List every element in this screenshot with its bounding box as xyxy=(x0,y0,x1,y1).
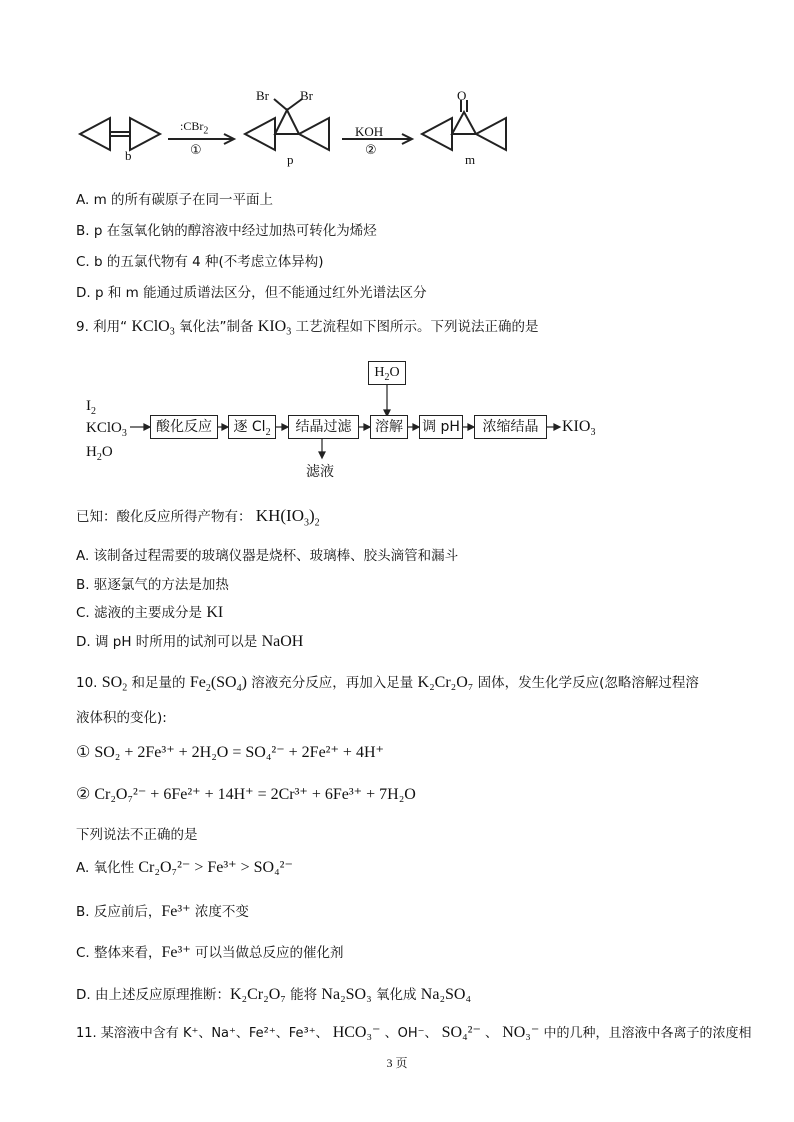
flow-box-remove-cl2: 逐 $Cl_2$ xyxy=(228,415,276,439)
flow-input-kclo3: KClO$_3$ xyxy=(86,420,127,439)
q10-stem-line1: 10. $SO_2$ 和足量的 $Fe_2(SO_4)$ 溶液充分反应，再加入足量 K₂Cr₂O₇ 固体，发生化学反应(忽略溶解过程溶 xyxy=(76,674,699,695)
flow-input-i2: $I_2$ xyxy=(86,398,96,417)
q10-equation-2: ② Cr₂O₇²⁻ + 6Fe²⁺ + 14H⁺ = 2Cr³⁺ + 6Fe³⁺ + 7H₂O xyxy=(76,786,416,803)
q10-option-a: A. 氧化性 Cr₂O₇²⁻ > Fe³⁺ > SO₄²⁻ xyxy=(76,859,293,876)
scheme-label-b: b xyxy=(125,148,132,163)
flow-input-h2o: $H_2O$ xyxy=(86,444,113,463)
scheme-reagent1: :CBr$_2$ xyxy=(180,119,209,137)
flow-box-crystallize-filter: 结晶过滤 xyxy=(288,415,359,439)
q8-option-c: C. b 的五氯代物有 4 种(不考虑立体异构) xyxy=(76,254,324,270)
q9-option-b: B. 驱逐氯气的方法是加热 xyxy=(76,577,229,593)
flow-box-concentrate: 浓缩结晶 xyxy=(474,415,547,439)
flow-box-water: $H_2O$ xyxy=(368,361,406,385)
q10-option-d: D. 由上述反应原理推断：K₂Cr₂O₇ 能将 Na₂SO₃ 氧化成 Na₂SO₄ xyxy=(76,986,472,1003)
flow-box-dissolve: 溶解 xyxy=(370,415,408,439)
scheme-label-p: p xyxy=(287,152,294,167)
q9-stem: 9. 利用“ KClO$_3$ 氧化法”制备 $KIO_3$ 工艺流程如下图所示。下列说法正确的是 xyxy=(76,318,539,338)
flow-box-acidify: 酸化反应 xyxy=(150,415,218,439)
scheme-label-m: m xyxy=(465,152,476,167)
scheme-o: O xyxy=(457,88,467,103)
q9-option-c: C. 滤液的主要成分是 KI xyxy=(76,604,224,621)
scheme-br-left: Br xyxy=(256,88,269,103)
q10-option-b: B. 反应前后，Fe³⁺ 浓度不变 xyxy=(76,903,249,920)
scheme-reagent2: KOH xyxy=(355,124,384,139)
q9-option-a: A. 该制备过程需要的玻璃仪器是烧杯、玻璃棒、胶头滴管和漏斗 xyxy=(76,548,459,564)
q11-stem: 11. 某溶液中含有 K⁺、Na⁺、Fe²⁺、Fe³⁺、 HCO₃⁻ 、OH⁻、 SO₄²⁻ 、 NO₃⁻ 中的几种，且溶液中各离子的浓度相 xyxy=(76,1024,752,1041)
q8-option-b: B. p 在氢氧化钠的醇溶液中经过加热可转化为烯烃 xyxy=(76,223,377,239)
q9-known: 已知：酸化反应所得产物有： $KH(IO_3)_2$ xyxy=(76,506,320,529)
flow-product-kio3: $KIO_3$ xyxy=(562,418,596,439)
q10-stem-line2: 液体积的变化): xyxy=(76,710,167,726)
flow-filtrate: 滤液 xyxy=(306,464,334,480)
scheme-step2: ② xyxy=(365,143,377,158)
q10-question: 下列说法不正确的是 xyxy=(76,827,198,843)
q10-equation-1: ① SO₂ + 2Fe³⁺ + 2H₂O = SO₄²⁻ + 2Fe²⁺ + 4H⁺ xyxy=(76,744,384,761)
q10-option-c: C. 整体来看，Fe³⁺ 可以当做总反应的催化剂 xyxy=(76,944,344,961)
q8-option-a: A. m 的所有碳原子在同一平面上 xyxy=(76,192,274,208)
q9-option-d: D. 调 pH 时所用的试剂可以是 NaOH xyxy=(76,633,304,650)
scheme-br-right: Br xyxy=(300,88,313,103)
q8-option-d: D. p 和 m 能通过质谱法区分，但不能通过红外光谱法区分 xyxy=(76,285,427,301)
flow-box-adjust-ph: 调 pH xyxy=(419,415,463,439)
scheme-step1: ① xyxy=(190,143,202,158)
page-number: 3 页 xyxy=(386,1056,408,1070)
